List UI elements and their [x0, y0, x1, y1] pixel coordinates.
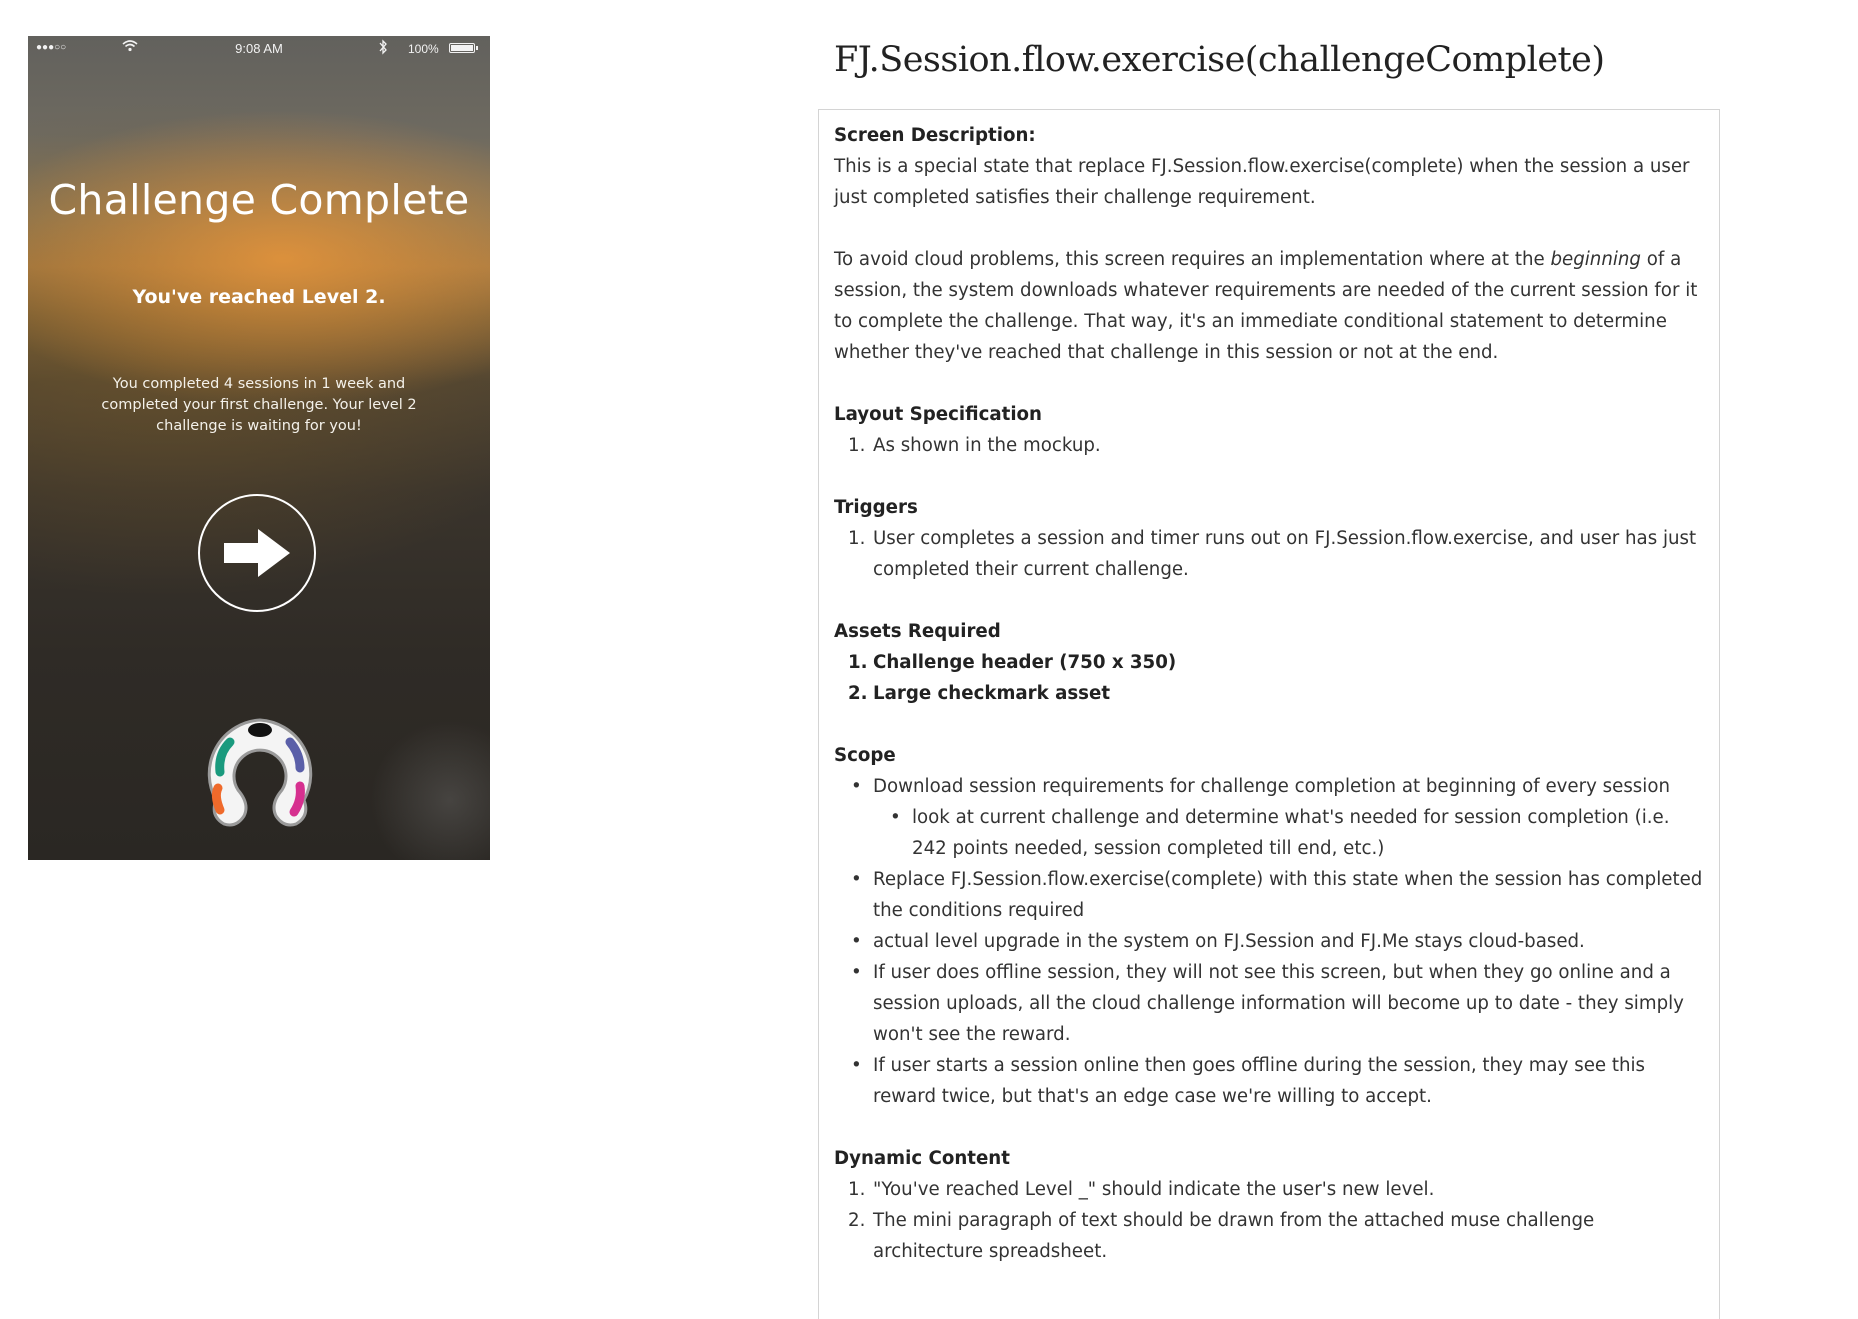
- list-item-text: "You've reached Level _" should indicate the user's new level.: [873, 1179, 1435, 1200]
- list-item: • Download session requirements for challenge completion at beginning of every session: [851, 776, 1670, 797]
- right-arrow-icon: [222, 527, 292, 579]
- list-item: 1. "You've reached Level _" should indicate the user's new level.: [848, 1179, 1435, 1200]
- spec-title: FJ.Session.flow.exercise(challengeComplete): [834, 40, 1605, 80]
- list-item-text: The mini paragraph of text should be drawn from the attached muse challenge architecture spreadsheet.: [873, 1210, 1595, 1262]
- battery-percentage: 100%: [408, 42, 439, 56]
- assets-required-heading: Assets Required: [834, 621, 1001, 642]
- scope-list: [834, 771, 1705, 1112]
- screen-description-paragraph-2: [834, 244, 1705, 368]
- next-button[interactable]: [198, 494, 316, 612]
- signal-strength: ●●●○○: [36, 42, 67, 53]
- list-item: 1. Challenge header (750 x 350): [848, 652, 1177, 673]
- list-item-text: As shown in the mockup.: [873, 435, 1101, 456]
- paragraph-text: of a session, the system downloads whatever requirements are needed of the current session for it to complete the challenge. That way, it's an immediate conditional statement to determine whether they've reached that challenge in this session or not at the end.: [834, 249, 1698, 363]
- list-item-text: If user does offline session, they will not see this screen, but when they go online and a session uploads, all the cloud challenge information will become up to date - they simply won't see the reward.: [873, 962, 1684, 1045]
- spec-panel: [818, 109, 1720, 1319]
- dynamic-content-list: [834, 1174, 1705, 1267]
- list-item: 2. The mini paragraph of text should be drawn from the attached muse challenge architecture spreadsheet.: [848, 1210, 1595, 1262]
- muse-logo: [200, 716, 320, 830]
- list-item-text: Replace FJ.Session.flow.exercise(complete) with this state when the session has completed the conditions required: [873, 869, 1703, 921]
- list-item: • Replace FJ.Session.flow.exercise(complete) with this state when the session has completed the conditions required: [851, 869, 1703, 921]
- list-item-text: Download session requirements for challenge completion at beginning of every session: [873, 776, 1670, 797]
- list-item: 2. Large checkmark asset: [848, 683, 1111, 704]
- screen-description-paragraph-1: This is a special state that replace FJ.Session.flow.exercise(complete) when the session a user just completed satisfies their challenge requirement.: [834, 156, 1690, 208]
- list-item-text: If user starts a session online then goes offline during the session, they may see this reward twice, but that's an edge case we're willing to accept.: [873, 1055, 1646, 1107]
- list-item: • actual level upgrade in the system on FJ.Session and FJ.Me stays cloud-based.: [851, 931, 1585, 952]
- list-item-text: Challenge header (750 x 350): [873, 652, 1177, 673]
- battery-icon: [449, 43, 475, 53]
- list-item-text: User completes a session and timer runs out on FJ.Session.flow.exercise, and user has just completed their current challenge.: [873, 528, 1697, 580]
- battery-cap: [476, 46, 478, 50]
- triggers-heading: Triggers: [834, 497, 918, 518]
- list-item-text: Large checkmark asset: [873, 683, 1111, 704]
- emphasis-text: beginning: [1550, 249, 1641, 270]
- layout-specification-heading: Layout Specification: [834, 404, 1043, 425]
- bluetooth-icon: [378, 39, 388, 55]
- list-item: • If user does offline session, they will not see this screen, but when they go online and a session uploads, all the cloud challenge information will become up to date - they simply won't see the reward.: [851, 962, 1684, 1045]
- layout-list: [834, 430, 1705, 461]
- status-bar: [28, 36, 490, 60]
- challenge-summary-paragraph: You completed 4 sessions in 1 week and completed your first challenge. Your level 2 challenge is waiting for you!: [101, 376, 417, 434]
- sub-list-item: • look at current challenge and determine what's needed for session completion (i.e. 242 points needed, session completed till end, etc.): [890, 807, 1670, 859]
- list-item-text: actual level upgrade in the system on FJ.Session and FJ.Me stays cloud-based.: [873, 931, 1585, 952]
- level-reached-text: You've reached Level 2.: [132, 286, 386, 308]
- scope-heading: Scope: [834, 745, 896, 766]
- list-item-text: look at current challenge and determine what's needed for session completion (i.e. 242 points needed, session completed till end, etc.): [912, 807, 1670, 859]
- screen-description-heading: Screen Description:: [834, 125, 1036, 146]
- dynamic-content-heading: Dynamic Content: [834, 1148, 1010, 1169]
- assets-list: [834, 647, 1705, 709]
- list-item: 1. As shown in the mockup.: [848, 435, 1101, 456]
- triggers-list: [834, 523, 1705, 585]
- challenge-complete-title: Challenge Complete: [48, 176, 470, 224]
- status-time: 9:08 AM: [235, 41, 283, 56]
- phone-mockup: [28, 36, 490, 860]
- list-item: 1. User completes a session and timer runs out on FJ.Session.flow.exercise, and user has just completed their current challenge.: [848, 528, 1697, 580]
- list-item: • If user starts a session online then goes offline during the session, they may see this reward twice, but that's an edge case we're willing to accept.: [851, 1055, 1646, 1107]
- paragraph-text: To avoid cloud problems, this screen requires an implementation where at the: [834, 249, 1551, 270]
